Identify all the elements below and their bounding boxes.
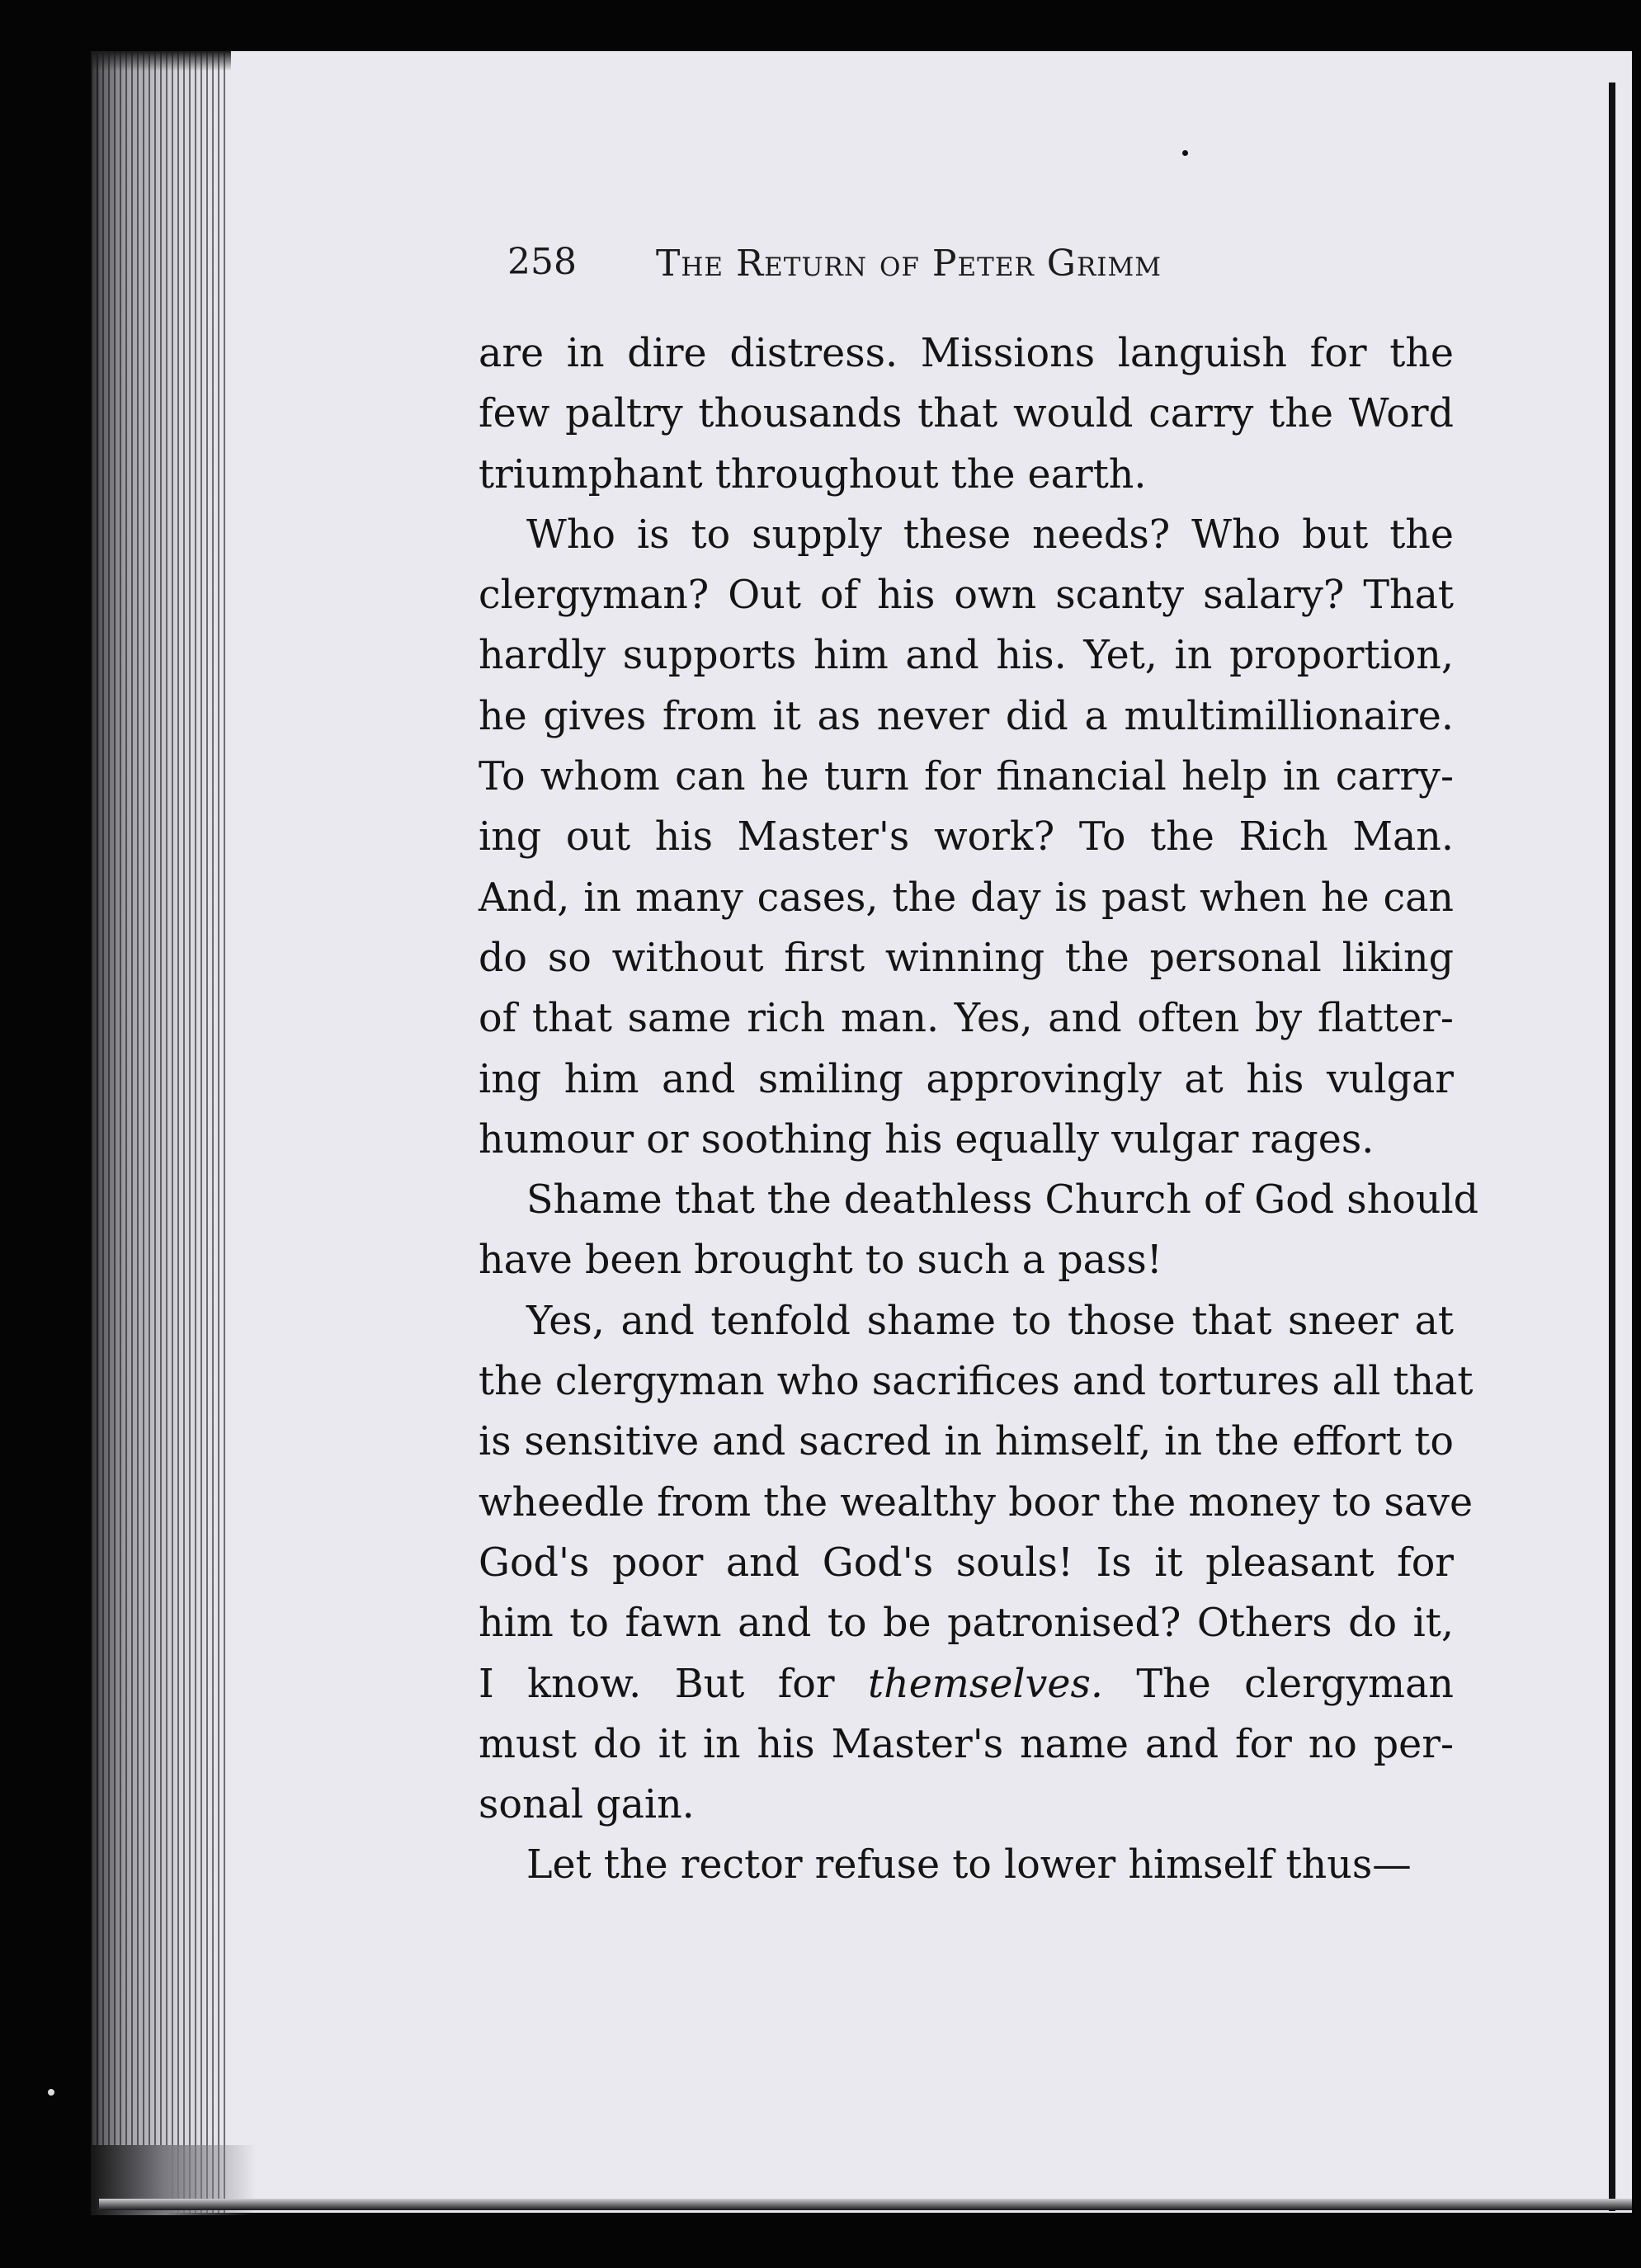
text-line: Let the rector refuse to lower himself thus—: [526, 1842, 1412, 1888]
italic-text-run: themselves.: [868, 1661, 1103, 1707]
text-line: clergyman? Out of his own scanty salary? That: [479, 573, 1454, 619]
page-bottom-edge: [99, 2199, 1632, 2210]
text-line: is sensitive and sacred in himself, in the effort to: [479, 1419, 1454, 1465]
text-line: he gives from it as never did a multimillionaire.: [479, 693, 1454, 739]
text-line: And, in many cases, the day is past when he can: [479, 875, 1454, 921]
paragraph: [479, 1291, 1474, 1836]
text-line: humour or soothing his equally vulgar rages.: [479, 1116, 1375, 1162]
paragraph: [479, 1170, 1479, 1291]
dust-speck: [1182, 150, 1188, 156]
text-line: To whom can he turn for financial help in carry-: [479, 754, 1454, 800]
paragraph: [479, 1835, 1454, 1895]
text-line: hardly supports him and his. Yet, in proportion,: [479, 633, 1454, 679]
dust-speck: [48, 2089, 54, 2096]
text-run: The clergyman: [1102, 1661, 1454, 1707]
page-number: 258: [507, 241, 577, 283]
running-title: The Return of Peter Grimm: [656, 243, 1162, 285]
text-line: wheedle from the wealthy boor the money to save: [479, 1479, 1474, 1525]
text-line: are in dire distress. Missions languish for the: [479, 331, 1454, 376]
text-line: Shame that the deathless Church of God should: [526, 1177, 1479, 1224]
text-line: have been brought to such a pass!: [479, 1238, 1162, 1284]
text-line: must do it in his Master's name and for no per-: [479, 1721, 1454, 1767]
gutter-shadow-top: [91, 51, 231, 71]
text-line: [479, 1654, 1454, 1714]
text-line: sonal gain.: [479, 1782, 695, 1828]
text-line: the clergyman who sacrifices and tortures all that: [479, 1359, 1474, 1405]
text-line: Yes, and tenfold shame to those that sneer at: [526, 1298, 1454, 1344]
text-line: him to fawn and to be patronised? Others do it,: [479, 1601, 1454, 1647]
body-text: [479, 323, 1479, 1896]
paragraph: [479, 505, 1454, 1170]
paragraph: [479, 323, 1454, 505]
text-line: Who is to supply these needs? Who but the: [526, 512, 1454, 558]
text-line: of that same rich man. Yes, and often by flatter-: [479, 996, 1454, 1042]
text-line: few paltry thousands that would carry the Word: [479, 391, 1454, 437]
text-line: ing out his Master's work? To the Rich Man.: [479, 814, 1454, 861]
text-line: triumphant throughout the earth.: [479, 451, 1147, 497]
page-gutter: [91, 51, 227, 2213]
text-line: ing him and smiling approvingly at his vulgar: [479, 1056, 1454, 1102]
running-head: [507, 241, 1332, 299]
text-run: I know. But for: [479, 1661, 869, 1707]
text-line: God's poor and God's souls! Is it pleasant for: [479, 1540, 1454, 1586]
text-line: do so without first winning the personal liking: [479, 935, 1454, 981]
page-right-edge: [1609, 83, 1615, 2211]
